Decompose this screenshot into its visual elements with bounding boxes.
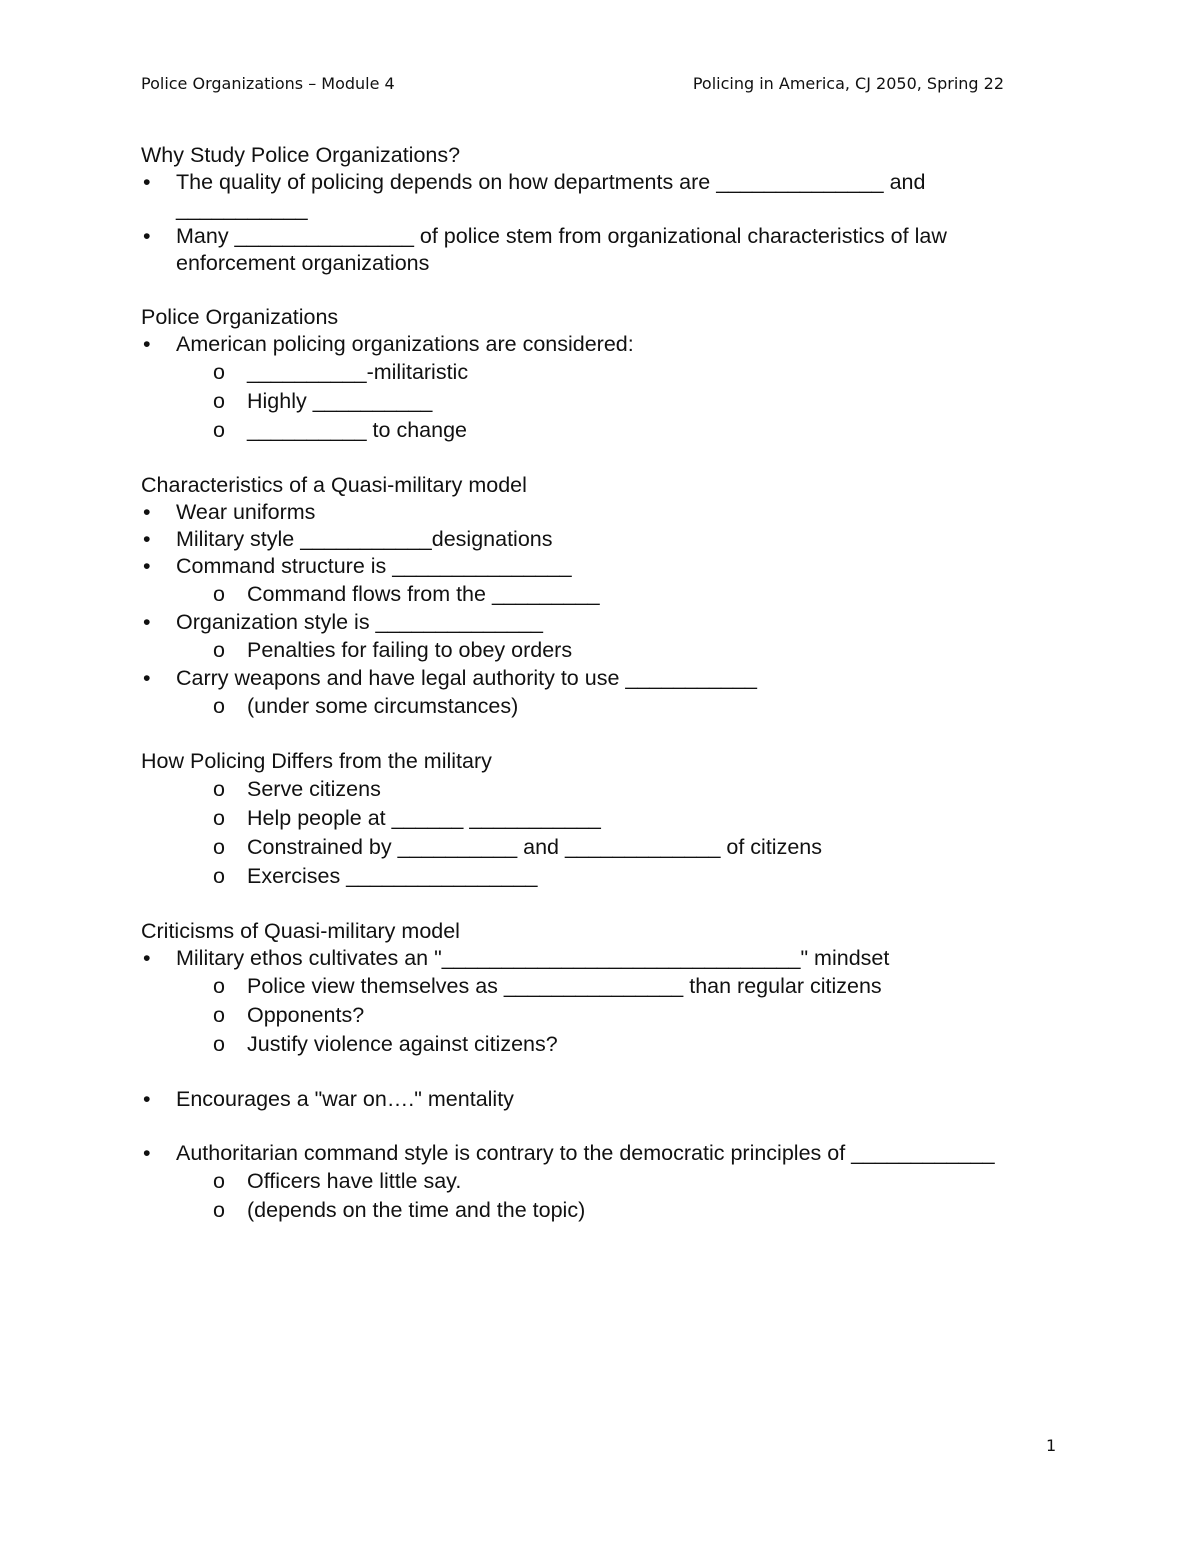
bullet-item — [141, 223, 1041, 277]
sub-bullet-item — [141, 862, 1041, 891]
sub-bullet-marker: o — [213, 1003, 225, 1027]
sub-bullet-item — [141, 1001, 1041, 1030]
sub-bullet-text: Constrained by __________ and _____________ of citizens — [247, 835, 822, 859]
sub-bullet-marker: o — [213, 1032, 225, 1056]
bullet-text: Military style ___________designations — [176, 527, 553, 551]
header-course-info: Policing in America, CJ 2050, Spring 22 — [692, 74, 1004, 93]
bullet-item — [141, 526, 1041, 553]
sub-bullet-marker: o — [213, 835, 225, 859]
page-header — [141, 74, 1004, 98]
sub-bullet-item — [141, 1167, 1041, 1196]
sub-bullet-item — [141, 1196, 1041, 1225]
bullet-marker: • — [143, 1087, 151, 1111]
sub-bullet-marker: o — [213, 360, 225, 384]
sub-bullet-item — [141, 580, 1041, 609]
sub-bullet-text: Exercises ________________ — [247, 864, 538, 888]
sub-bullet-item — [141, 1030, 1041, 1059]
sub-bullet-marker: o — [213, 864, 225, 888]
spacer — [141, 1059, 1041, 1086]
sub-bullet-text: Officers have little say. — [247, 1169, 462, 1193]
section-quasi-military-characteristics — [141, 472, 1041, 721]
bullet-item — [141, 1086, 1041, 1113]
bullet-item — [141, 609, 1041, 636]
bullet-item — [141, 945, 1041, 972]
sub-bullet-marker: o — [213, 638, 225, 662]
section-police-organizations — [141, 304, 1041, 445]
section-heading: Characteristics of a Quasi-military model — [141, 473, 527, 497]
bullet-item — [141, 1140, 1041, 1167]
document-body — [141, 142, 1041, 1252]
bullet-text: Organization style is ______________ — [176, 610, 543, 634]
sub-bullet-item — [141, 775, 1041, 804]
section-why-study — [141, 142, 1041, 277]
bullet-marker: • — [143, 170, 151, 194]
bullet-marker: • — [143, 554, 151, 578]
bullet-text: Command structure is _______________ — [176, 554, 572, 578]
bullet-marker: • — [143, 946, 151, 970]
sub-bullet-item — [141, 804, 1041, 833]
sub-bullet-text: Serve citizens — [247, 777, 381, 801]
sub-bullet-item — [141, 972, 1041, 1001]
sub-bullet-marker: o — [213, 974, 225, 998]
sub-bullet-item — [141, 358, 1041, 387]
sub-bullet-marker: o — [213, 806, 225, 830]
bullet-text: Carry weapons and have legal authority to use ___________ — [176, 666, 757, 690]
bullet-marker: • — [143, 666, 151, 690]
bullet-item — [141, 665, 1041, 692]
sub-bullet-marker: o — [213, 1169, 225, 1193]
sub-bullet-text: Command flows from the _________ — [247, 582, 600, 606]
sub-bullet-item — [141, 387, 1041, 416]
bullet-item — [141, 499, 1041, 526]
sub-bullet-text: Police view themselves as _______________ than regular citizens — [247, 974, 882, 998]
sub-bullet-text: Justify violence against citizens? — [247, 1032, 558, 1056]
sub-bullet-marker: o — [213, 582, 225, 606]
sub-bullet-text: (depends on the time and the topic) — [247, 1198, 586, 1222]
section-heading: Police Organizations — [141, 305, 339, 329]
section-heading: Criticisms of Quasi-military model — [141, 919, 460, 943]
bullet-marker: • — [143, 1141, 151, 1165]
sub-bullet-marker: o — [213, 1198, 225, 1222]
sub-bullet-item — [141, 636, 1041, 665]
bullet-item — [141, 169, 1041, 223]
bullet-item — [141, 553, 1041, 580]
bullet-item — [141, 331, 1041, 358]
sub-bullet-marker: o — [213, 389, 225, 413]
bullet-marker: • — [143, 224, 151, 248]
sub-bullet-item — [141, 692, 1041, 721]
sub-bullet-item — [141, 833, 1041, 862]
bullet-text: American policing organizations are considered: — [176, 332, 634, 356]
sub-bullet-item — [141, 416, 1041, 445]
bullet-text: The quality of policing depends on how departments are ______________ and ___________ — [176, 170, 926, 221]
section-heading: How Policing Differs from the military — [141, 749, 492, 773]
sub-bullet-marker: o — [213, 777, 225, 801]
sub-bullet-text: (under some circumstances) — [247, 694, 519, 718]
bullet-text: Encourages a "war on…." mentality — [176, 1087, 514, 1111]
sub-bullet-text: Opponents? — [247, 1003, 365, 1027]
bullet-marker: • — [143, 527, 151, 551]
spacer — [141, 1113, 1041, 1140]
bullet-text: Wear uniforms — [176, 500, 316, 524]
sub-bullet-text: __________-militaristic — [247, 360, 469, 384]
bullet-marker: • — [143, 332, 151, 356]
sub-bullet-text: Penalties for failing to obey orders — [247, 638, 573, 662]
section-policing-vs-military — [141, 748, 1041, 891]
sub-bullet-text: Help people at ______ ___________ — [247, 806, 601, 830]
page-number: 1 — [1046, 1436, 1057, 1455]
section-heading: Why Study Police Organizations? — [141, 143, 461, 167]
bullet-text: Many _______________ of police stem from organizational characteristics of law enforcement organizations — [176, 224, 947, 275]
sub-bullet-text: __________ to change — [247, 418, 467, 442]
sub-bullet-marker: o — [213, 418, 225, 442]
section-criticisms — [141, 918, 1041, 1225]
header-course-module: Police Organizations – Module 4 — [141, 74, 395, 93]
bullet-text: Authoritarian command style is contrary to the democratic principles of ____________ — [176, 1141, 995, 1165]
bullet-marker: • — [143, 500, 151, 524]
sub-bullet-marker: o — [213, 694, 225, 718]
sub-bullet-text: Highly __________ — [247, 389, 433, 413]
bullet-marker: • — [143, 610, 151, 634]
bullet-text: Military ethos cultivates an "______________________________" mindset — [176, 946, 890, 970]
